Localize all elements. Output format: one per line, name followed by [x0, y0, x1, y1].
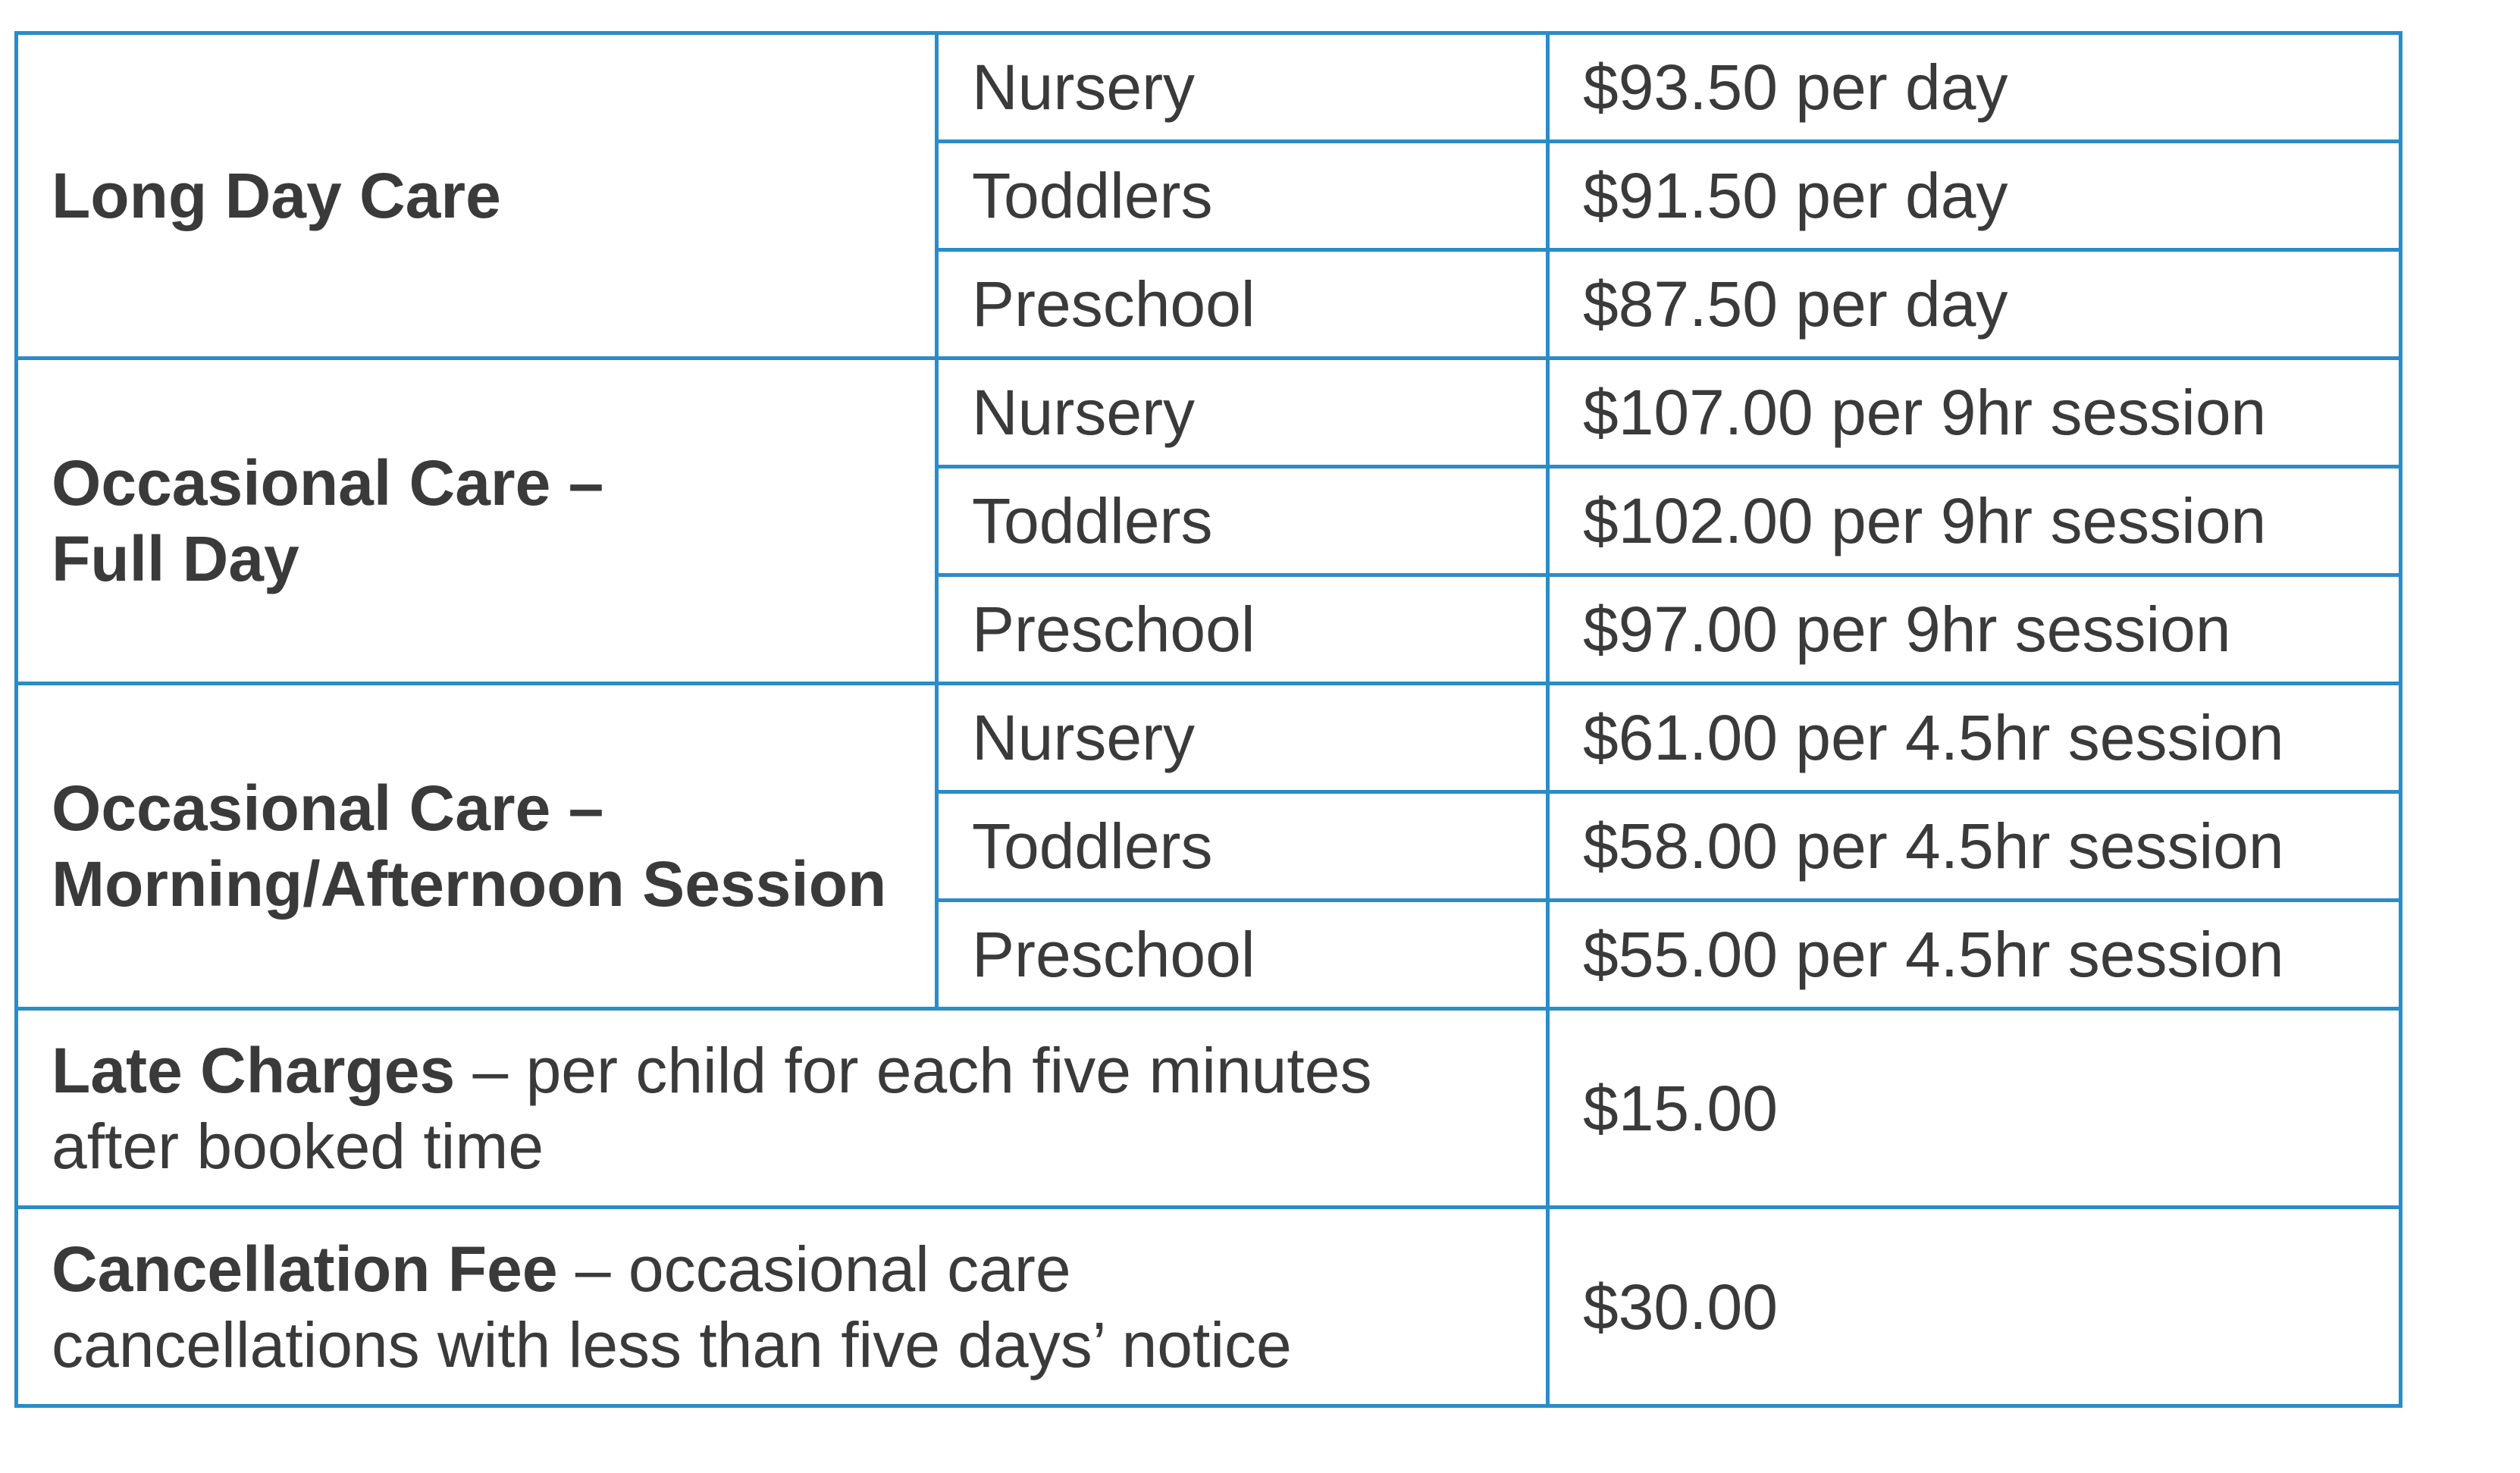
category-label-line-2: Full Day: [52, 523, 299, 594]
price-cell: $93.50 per day: [1548, 33, 2401, 142]
late-charges-line-2: after booked time: [52, 1110, 544, 1182]
fees-table: [14, 31, 2402, 1408]
price-cell: $91.50 per day: [1548, 142, 2401, 250]
cancellation-fee-line-2: cancellations with less than five days’ notice: [52, 1308, 1292, 1381]
age-group-cell: Nursery: [937, 359, 1548, 467]
category-cell-long-day-care: [17, 33, 937, 359]
cancellation-fee-description: [17, 1208, 1548, 1406]
cancellation-fee-detail: – occasional care: [557, 1233, 1071, 1305]
cancellation-fee-line-1: [52, 1231, 1546, 1307]
category-label-line-1: Occasional Care –: [52, 773, 604, 844]
table-row: [17, 684, 2401, 792]
table-row: [17, 359, 2401, 467]
late-charges-price: $15.00: [1548, 1009, 2401, 1208]
cancellation-fee-label: Cancellation Fee: [52, 1233, 558, 1305]
late-charges-line-1: [52, 1033, 1546, 1108]
age-group-cell: Toddlers: [937, 142, 1548, 250]
age-group-cell: Nursery: [937, 33, 1548, 142]
late-charges-label: Late Charges: [52, 1034, 456, 1106]
category-label-line-1: Occasional Care –: [52, 447, 604, 519]
price-cell: $87.50 per day: [1548, 250, 2401, 359]
age-group-cell: Preschool: [937, 901, 1548, 1009]
category-cell-occasional-session: [17, 684, 937, 1009]
category-cell-occasional-full-day: [17, 359, 937, 684]
age-group-cell: Toddlers: [937, 467, 1548, 575]
price-cell: $61.00 per 4.5hr session: [1548, 684, 2401, 792]
age-group-cell: Nursery: [937, 684, 1548, 792]
late-charges-row: [17, 1009, 2401, 1208]
age-group-cell: Toddlers: [937, 792, 1548, 901]
category-label: Long Day Care: [52, 160, 501, 231]
late-charges-description: [17, 1009, 1548, 1208]
cancellation-fee-price: $30.00: [1548, 1208, 2401, 1406]
late-charges-detail: – per child for each five minutes: [455, 1034, 1372, 1106]
cancellation-fee-row: [17, 1208, 2401, 1406]
price-cell: $58.00 per 4.5hr session: [1548, 792, 2401, 901]
category-label-line-2: Morning/Afternoon Session: [52, 848, 887, 920]
age-group-cell: Preschool: [937, 250, 1548, 359]
table-row: [17, 33, 2401, 142]
price-cell: $102.00 per 9hr session: [1548, 467, 2401, 575]
price-cell: $107.00 per 9hr session: [1548, 359, 2401, 467]
age-group-cell: Preschool: [937, 575, 1548, 684]
price-cell: $55.00 per 4.5hr session: [1548, 901, 2401, 1009]
price-cell: $97.00 per 9hr session: [1548, 575, 2401, 684]
